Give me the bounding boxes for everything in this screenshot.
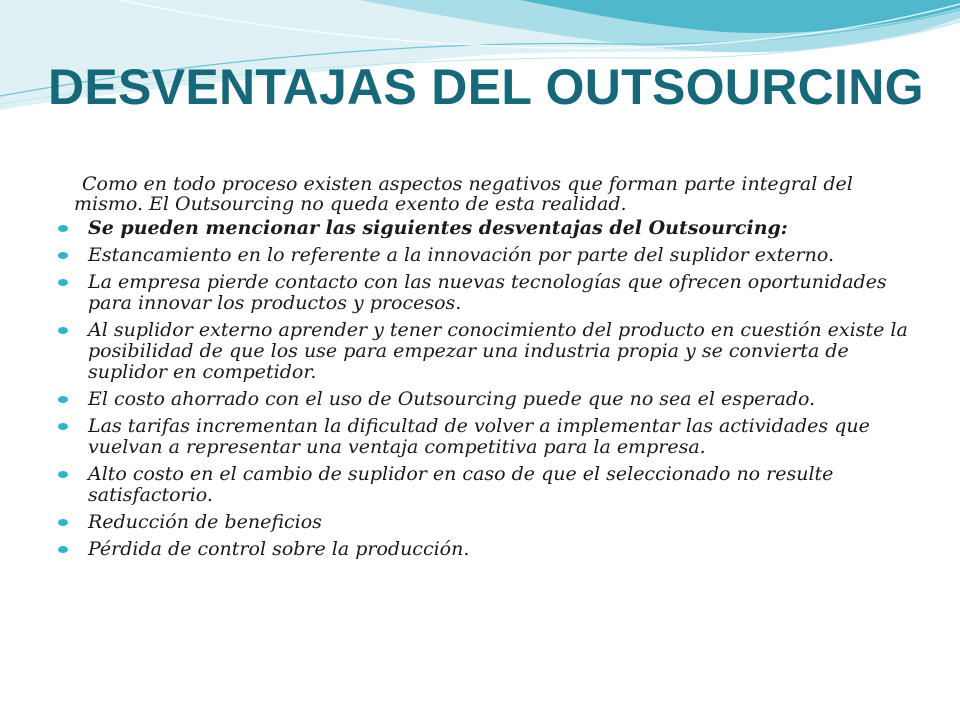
bullet-item: La empresa pierde contacto con las nuevas tecnologías que ofrecen oportunidades para innovar los productos y procesos. bbox=[48, 272, 918, 314]
bullet-item: Pérdida de control sobre la producción. bbox=[48, 539, 918, 560]
bullet-item: Estancamiento en lo referente a la innovación por parte del suplidor externo. bbox=[48, 245, 918, 266]
bullet-dot-icon bbox=[58, 471, 68, 478]
bullet-item: El costo ahorrado con el uso de Outsourcing puede que no sea el esperado. bbox=[48, 389, 918, 410]
slide-title: DESVENTAJAS DEL OUTSOURCING bbox=[48, 59, 924, 115]
bullet-item: Las tarifas incrementan la dificultad de volver a implementar las actividades que vuelvan a representar una ventaja competitiva para la empresa. bbox=[48, 416, 918, 458]
bullet-dot-icon bbox=[58, 423, 68, 430]
slide-body bbox=[48, 174, 918, 566]
bullet-item: Alto costo en el cambio de suplidor en caso de que el seleccionado no resulte satisfactorio. bbox=[48, 464, 918, 506]
bullet-dot-icon bbox=[58, 327, 68, 334]
bullet-dot-icon bbox=[58, 396, 68, 403]
bullet-dot-icon bbox=[58, 279, 68, 286]
bullet-dot-icon bbox=[58, 252, 68, 259]
bullet-dot-icon bbox=[58, 519, 68, 526]
bullet-item: Reducción de beneficios bbox=[48, 512, 918, 533]
bullet-dot-icon bbox=[58, 225, 68, 232]
bullet-item: Al suplidor externo aprender y tener conocimiento del producto en cuestión existe la posibilidad de que los use para empezar una industria propia y se convierta de suplidor en competidor. bbox=[48, 320, 918, 383]
bullet-item: Se pueden mencionar las siguientes desventajas del Outsourcing: bbox=[48, 218, 918, 239]
intro-paragraph: Como en todo proceso existen aspectos negativos que forman parte integral del mismo. El Outsourcing no queda exento de esta realidad. bbox=[74, 173, 853, 215]
bullet-dot-icon bbox=[58, 546, 68, 553]
bullet-list bbox=[48, 218, 918, 560]
